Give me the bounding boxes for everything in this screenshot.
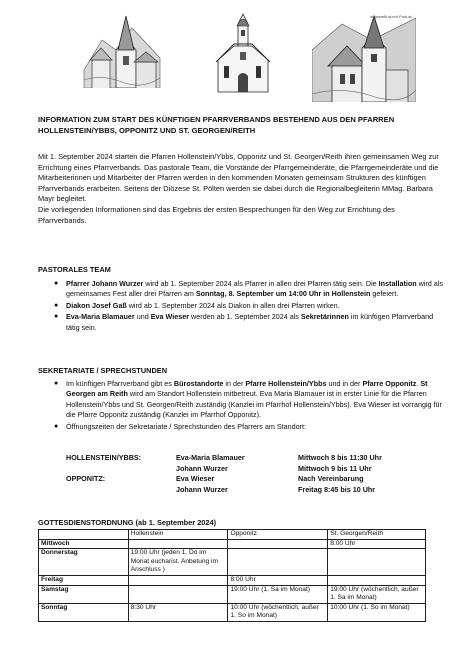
table-cell: [228, 549, 328, 576]
installation-text-end: gefeiert.: [370, 289, 399, 299]
table-cell: 10:00 Uhr (wöchentlich, außer 1. So im Monat): [228, 603, 328, 621]
table-cell: 8:00 Uhr: [228, 575, 328, 585]
table-cell-day: Samstag: [39, 585, 129, 603]
secretary-text: werden ab 1. September 2024 als: [189, 312, 301, 322]
column-header: St. Georgen/Reith: [328, 530, 426, 540]
document-title: INFORMATION ZUM START DES KÜNFTIGEN PFARRVERBANDS BESTEHEND AUS DEN PFARREN HOLLENSTEIN/YBBS, OPPONITZ UND ST. GEORGEN/REITH: [38, 115, 395, 135]
church-sketch-left-image: [82, 10, 162, 88]
table-cell: 19:00 Uhr (jeden 1. Do im Monat eucharist. Anbetung im Anschluss ): [128, 549, 228, 576]
table-cell-day: Donnerstag: [39, 549, 129, 576]
deacon-text: wird ab 1. September 2024 als Diakon in allen drei Pfarren wirken.: [126, 300, 340, 310]
table-cell: 19:00 Uhr (1. Sa im Monat): [228, 585, 328, 603]
secretary-name-1: Eva-Maria Blamauer: [66, 312, 135, 322]
church-sketch-right-image: [312, 10, 416, 102]
office-hours-row: [66, 474, 426, 485]
list-item: [52, 422, 444, 432]
table-row: [39, 549, 426, 576]
secretary-text-end: im künftigen Pfarrverband tätig sein.: [66, 312, 434, 332]
column-header: [39, 530, 129, 540]
list-item: [52, 301, 444, 311]
bullet-icon: ●: [54, 422, 59, 430]
office-text-4: .: [416, 379, 421, 388]
hours-time: Mittwoch 8 bis 11:30 Uhr: [298, 453, 382, 462]
sekretariat-heading: SEKRETARIATE / SPRECHSTUNDEN: [38, 366, 168, 375]
bullet-icon: ●: [54, 301, 59, 309]
secretary-role: Sekretärinnen: [300, 312, 349, 322]
office-hours-row: [66, 453, 426, 464]
office-bold-1: Bürostandorte: [173, 379, 224, 388]
list-item: [52, 379, 444, 421]
hours-time: Mittwoch 9 bis 11 Uhr: [298, 463, 372, 473]
hours-place: HOLLENSTEIN/YBBS:: [66, 453, 142, 462]
bullet-icon: ●: [54, 313, 59, 321]
church-sketch-center-image: [212, 10, 274, 94]
table-cell: [328, 575, 426, 585]
hours-time: Freitag 8:45 bis 10 Uhr: [298, 484, 376, 494]
list-item: [52, 279, 444, 300]
installation-label: Installation: [378, 279, 417, 288]
office-text-3: und in der: [326, 379, 363, 388]
hours-place: OPPONITZ:: [66, 474, 106, 484]
sekretariat-list: [52, 379, 444, 433]
table-header-row: [39, 530, 426, 540]
table-cell: [128, 575, 228, 585]
and-text: und: [134, 312, 151, 322]
table-row: [39, 603, 426, 621]
hours-person: Eva Wieser: [176, 474, 215, 484]
installation-text: wird als gemeinsames Fest aller drei Pfarren am: [66, 279, 443, 299]
table-cell: [328, 549, 426, 576]
office-bold-2: Pfarre Hollenstein/Ybbs: [245, 379, 327, 388]
table-cell: [228, 539, 328, 549]
table-cell: 8:30 Uhr: [128, 603, 228, 621]
table-row: [39, 585, 426, 603]
table-cell-day: Sonntag: [39, 603, 129, 621]
office-hours-intro: Öffnungszeiten der Sekretariate / Sprechstunden des Pfarrers am Standort:: [66, 421, 306, 431]
table-cell: [128, 585, 228, 603]
table-cell: 8:00 Uhr: [328, 539, 426, 549]
office-text-2: in der: [223, 379, 246, 388]
office-text-1: Im künftigen Pfarrverband gibt es: [66, 379, 174, 388]
bullet-icon: ●: [54, 280, 59, 287]
hours-person: Johann Wurzer: [176, 484, 228, 494]
office-hours-row: [66, 485, 426, 496]
deacon-name: Diakon Josef Gaß: [66, 300, 127, 310]
postal-caption: zugestellt durch Post.at: [370, 14, 412, 19]
office-hours-row: [66, 464, 426, 475]
office-text-5: wird am Standort Hollenstein mitbetreut. Eva Maria Blamauer ist in erster Linie für die Pfarren Hollenstein/Ybbs und St. Georgen/Reith zuständig (Kanzlei im Pfarrhof Hollenstein/Ybbs). Eva Wieser ist vorrangig für die Pfarre Opponitz zuständig (Kanzlei im Pfarrhof Opponitz).: [66, 389, 442, 420]
service-schedule-heading: GOTTESDIENSTORDNUNG (ab 1. September 2024): [38, 518, 217, 527]
table-cell: [128, 539, 228, 549]
installation-date: Sonntag, 8. September um 14:00 Uhr in Hollenstein: [195, 289, 371, 299]
secretary-name-2: Eva Wieser: [150, 312, 190, 322]
hours-place: [66, 464, 176, 475]
list-item: [52, 312, 444, 333]
intro-paragraph-2: Die vorliegenden Informationen sind das Ergebnis der ersten Besprechungen für den Weg zur Errichtung des Pfarrverbands.: [38, 204, 395, 225]
hours-person: Johann Wurzer: [176, 463, 228, 473]
pastoral-team-list: [52, 279, 444, 334]
office-bold-4: St Georgen am Reith: [66, 379, 428, 399]
hours-time: Nach Vereinbarung: [298, 474, 364, 484]
intro-paragraph-1: Mit 1. September 2024 starten die Pfarren Hollenstein/Ybbs, Opponitz und St. Georgen/Reith ihren gemeinsamen Weg zur Errichtung eines Pfarrverbands. Das pastorale Team, die Vorstände der Pfarrgemeinderäte, die Pfarrgemeinderäte und die Mitarbeiterinnen und Mitarbeiter der Pfarren werden in den kommenden Monaten gemeinsam Strukturen des künftigen Pfarrverbands erarbeiten. Seitens der Diözese St. Pölten werden sie dabei durch die Regionalbegleiterin MMag. Barbara Mayr begleitet.: [38, 152, 439, 204]
pastor-text: wird ab 1. September 2024 als Pfarrer in allen drei Pfarren tätig sein. Die: [143, 279, 379, 288]
hours-person: Eva-Maria Blamauer: [176, 453, 245, 462]
office-hours-table: [66, 453, 426, 495]
bullet-icon: ●: [54, 380, 59, 387]
table-cell: 19:00 Uhr (wöchentlich, außer 1. Sa im Monat): [328, 585, 426, 603]
column-header: Hollenstein: [128, 530, 228, 540]
office-bold-3: Pfarre Opponitz: [362, 379, 417, 388]
table-row: [39, 539, 426, 549]
column-header: Opponitz: [228, 530, 328, 540]
intro-text: [38, 152, 442, 226]
service-schedule-table: [38, 529, 426, 622]
table-cell-day: Mittwoch: [39, 539, 129, 549]
table-cell: 10:00 Uhr (1. So im Monat): [328, 603, 426, 621]
hours-place: [66, 485, 176, 496]
pastoral-team-heading: PASTORALES TEAM: [38, 265, 111, 274]
table-row: [39, 575, 426, 585]
pastor-name: Pfarrer Johann Wurzer: [66, 279, 144, 288]
table-cell-day: Freitag: [39, 575, 129, 585]
